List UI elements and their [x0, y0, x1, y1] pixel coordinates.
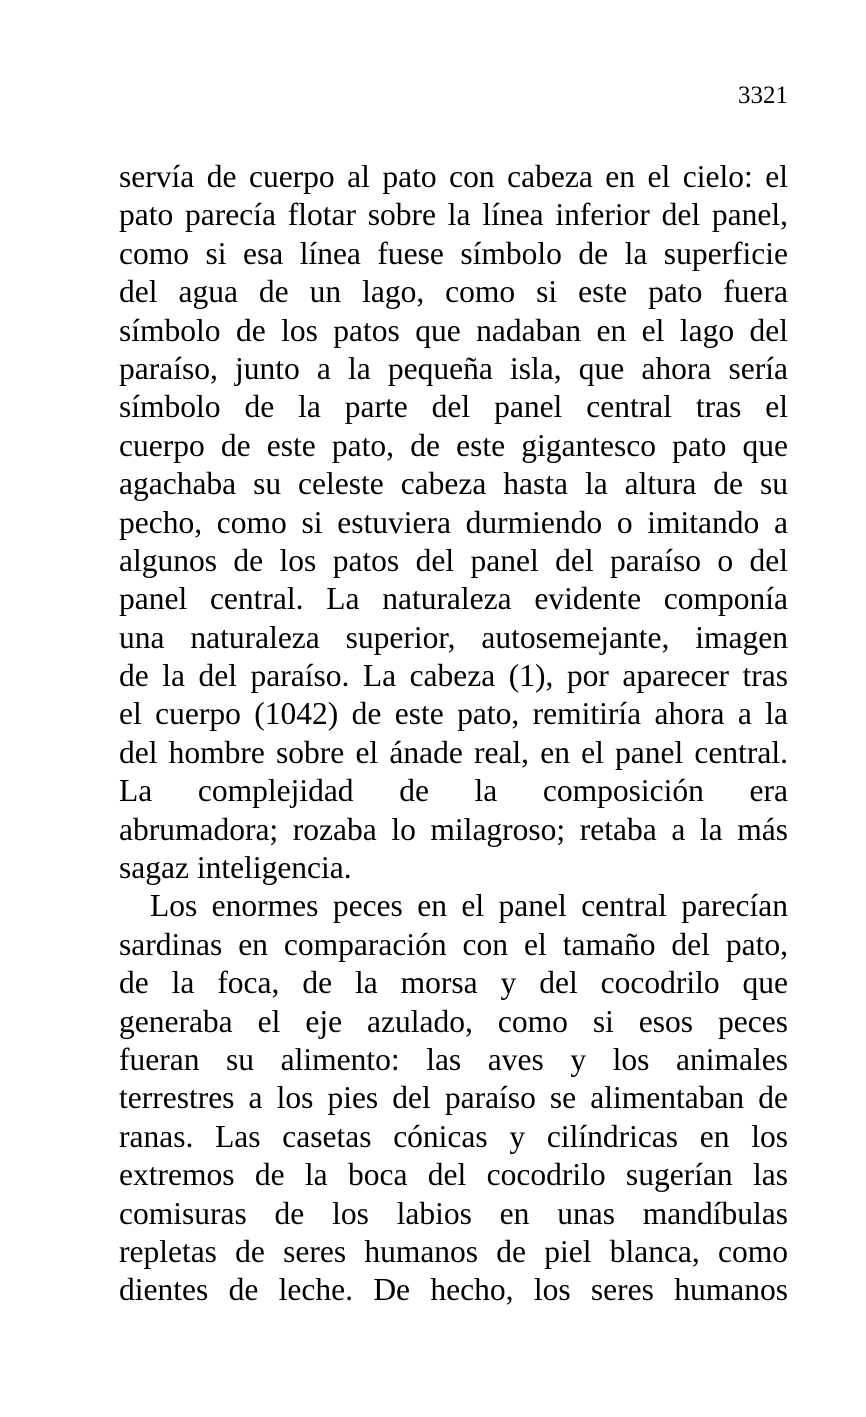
- text-line: dientes de leche. De hecho, los seres humanos: [119, 1272, 788, 1308]
- paragraph: [119, 887, 788, 1309]
- text-line: pecho, como si estuviera durmiendo o imitando a: [119, 504, 788, 540]
- paragraph: [119, 158, 788, 887]
- text-line: agachaba su celeste cabeza hasta la altura de su: [119, 466, 788, 502]
- text-line: del agua de un lago, como si este pato fuera: [119, 274, 788, 310]
- text-line: Los enormes peces en el panel central parecían: [150, 888, 788, 924]
- text-line: sagaz inteligencia.: [119, 850, 352, 886]
- text-line: servía de cuerpo al pato con cabeza en el cielo: el: [119, 159, 788, 194]
- text-line: ranas. Las casetas cónicas y cilíndricas en los: [119, 1118, 788, 1154]
- text-line: del hombre sobre el ánade real, en el panel central.: [119, 734, 788, 770]
- text-line: comisuras de los labios en unas mandíbulas: [119, 1195, 788, 1231]
- text-line: abrumadora; rozaba lo milagroso; retaba a la más: [119, 811, 788, 847]
- text-line: panel central. La naturaleza evidente componía: [119, 581, 788, 617]
- text-line: sardinas en comparación con el tamaño del pato,: [119, 926, 788, 962]
- text-line: de la foca, de la morsa y del cocodrilo que: [119, 965, 788, 1001]
- text-line: La complejidad de la composición era: [119, 773, 788, 809]
- text-line: algunos de los patos del panel del paraíso o del: [119, 542, 788, 578]
- text-line: de la del paraíso. La cabeza (1), por aparecer tras: [119, 658, 788, 694]
- text-line: símbolo de los patos que nadaban en el lago del: [119, 312, 788, 348]
- text-line: paraíso, junto a la pequeña isla, que ahora sería: [119, 350, 788, 386]
- text-line: fueran su alimento: las aves y los animales: [119, 1041, 788, 1077]
- text-line: como si esa línea fuese símbolo de la superficie: [119, 235, 788, 271]
- page-number: 3321: [738, 82, 788, 109]
- body-text: [119, 158, 788, 1310]
- text-line: una naturaleza superior, autosemejante, imagen: [119, 619, 788, 655]
- text-line: cuerpo de este pato, de este gigantesco pato que: [119, 427, 788, 463]
- text-line: el cuerpo (1042) de este pato, remitiría ahora a la: [119, 696, 788, 732]
- text-line: pato parecía flotar sobre la línea inferior del panel,: [119, 197, 788, 233]
- text-line: repletas de seres humanos de piel blanca, como: [119, 1233, 788, 1269]
- text-line: símbolo de la parte del panel central tras el: [119, 389, 788, 425]
- text-line: generaba el eje azulado, como si esos peces: [119, 1003, 788, 1039]
- text-line: terrestres a los pies del paraíso se alimentaban de: [119, 1080, 788, 1116]
- text-line: extremos de la boca del cocodrilo sugerían las: [119, 1157, 788, 1193]
